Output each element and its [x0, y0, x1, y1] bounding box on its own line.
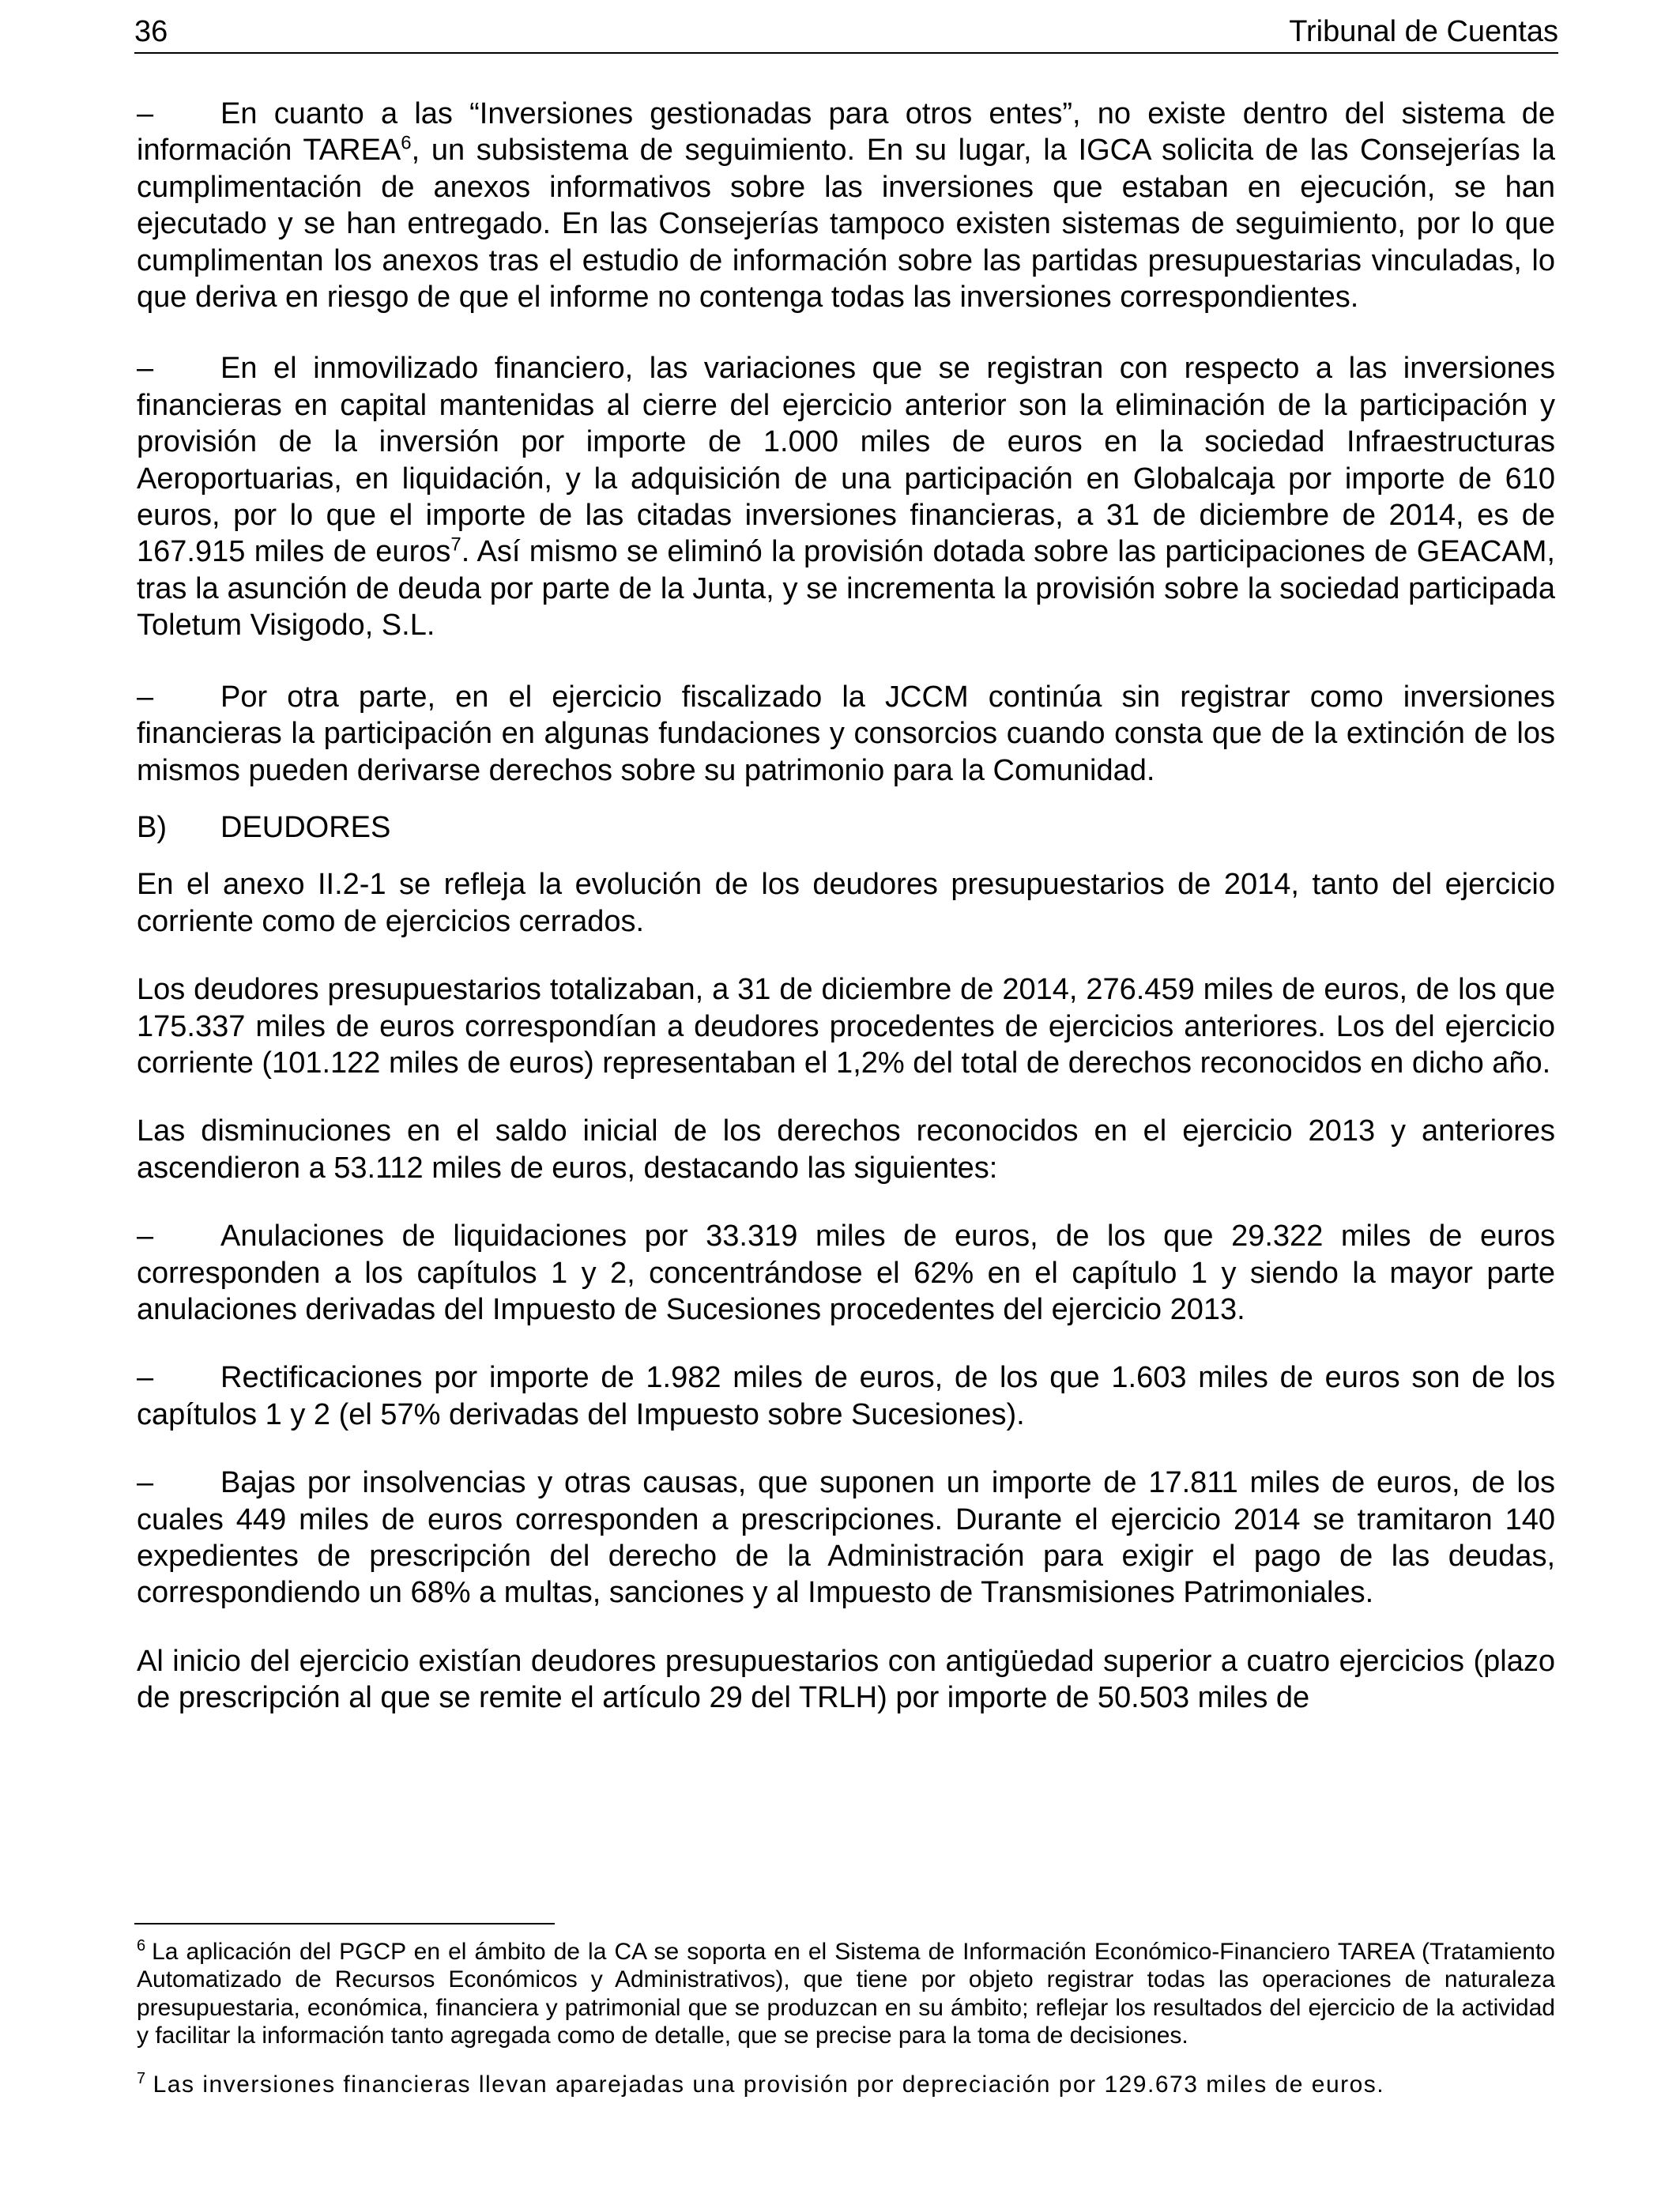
footnote-ref[interactable]: 7	[450, 533, 461, 556]
paragraph-text: , un subsistema de seguimiento. En su lugar, la IGCA solicita de las Consejerías la cumplimentación de anexos informativos sobre las inversiones que estaban en ejecución, se han ejecutado y se han entregado. En las Consejerías tampoco existen sistemas de seguimiento, por lo que cumplimentan los anexos tras el estudio de información sobre las partidas presupuestarias vinculadas, lo que deriva en riesgo de que el informe no contenga todas las inversiones correspondientes.	[137, 134, 1555, 315]
paragraph-text: . Así mismo se eliminó la provisión dotada sobre las participaciones de GEACAM, tras la asunción de deuda por parte de la Junta, y se incrementa la provisión sobre la sociedad participada Toletum Visigodo, S.L.	[137, 535, 1555, 643]
footnote-mark: 7	[137, 2069, 147, 2087]
footnote-7	[137, 2071, 1555, 2098]
footnote-ref[interactable]: 6	[401, 132, 412, 154]
paragraph-text: En cuanto a las “Inversiones gestionadas para otros entes”, no existe dentro del sistema de información TAREA	[137, 97, 1555, 168]
paragraph-inmovilizado-financiero	[137, 350, 1555, 643]
section-heading	[137, 809, 1555, 846]
paragraph-rectificaciones	[137, 1359, 1555, 1433]
bullet-dash: –	[137, 680, 154, 714]
paragraph-fundaciones-consorcios	[137, 679, 1555, 789]
paragraph-text: Rectificaciones por importe de 1.982 miles de euros, de los que 1.603 miles de euros son de los capítulos 1 y 2 (el 57% derivadas del Impuesto sobre Sucesiones).	[137, 1361, 1555, 1431]
footnotes	[137, 1938, 1555, 2098]
paragraph-disminuciones: Las disminuciones en el saldo inicial de los derechos reconocidos en el ejercicio 2013 y anteriores ascendieron a 53.112 miles de euros, destacando las siguientes:	[137, 1114, 1555, 1185]
page-number: 36	[134, 15, 168, 48]
page-header	[134, 11, 1558, 54]
paragraph-anulaciones	[137, 1218, 1555, 1328]
paragraph-bajas	[137, 1465, 1555, 1612]
footnote-mark: 6	[137, 1937, 146, 1955]
paragraph-text: Por otra parte, en el ejercicio fiscalizado la JCCM continúa sin registrar como inversiones financieras la participación en algunas fundaciones y consorcios cuando consta que de la extinción de los mismos pueden derivarse derechos sobre su patrimonio para la Comunidad.	[137, 680, 1555, 787]
section-title: DEUDORES	[220, 810, 391, 844]
bullet-dash: –	[137, 1220, 154, 1253]
footnote-6	[137, 1938, 1555, 2050]
paragraph-inversiones-gestionadas	[137, 96, 1555, 315]
paragraph-text: Bajas por insolvencias y otras causas, que suponen un importe de 17.811 miles de euros, de los cuales 449 miles de euros corresponden a prescripciones. Durante el ejercicio 2014 se tramitaron 140 expedientes de prescripción del derecho de la Administración para exigir el pago de las deudas, correspondiendo un 68% a multas, sanciones y al Impuesto de Transmisiones Patrimoniales.	[137, 1466, 1555, 1610]
paragraph-text: En el inmovilizado financiero, las variaciones que se registran con respecto a las inversiones financieras en capital mantenidas al cierre del ejercicio anterior son la eliminación de la participación y provisión de la inversión por importe de 1.000 miles de euros en la sociedad Infraestructuras Aeroportuarias, en liquidación, y la adquisición de una participación en Globalcaja por importe de 610 euros, por lo que el importe de las citadas inversiones financieras, a 31 de diciembre de 2014, es de 167.915 miles de euros	[137, 352, 1555, 569]
running-title: Tribunal de Cuentas	[1289, 15, 1558, 48]
footnote-separator	[134, 1923, 555, 1924]
bullet-dash: –	[137, 352, 154, 386]
footnote-text: Las inversiones financieras llevan aparejadas una provisión por depreciación por 129.673 miles de euros.	[153, 2071, 1385, 2098]
paragraph-antiguedad: Al inicio del ejercicio existían deudores presupuestarios con antigüedad superior a cuatro ejercicios (plazo de prescripción al que se remite el artículo 29 del TRLH) por importe de 50.503 miles de	[137, 1644, 1555, 1715]
bullet-dash: –	[137, 1466, 154, 1500]
section-label: B)	[137, 810, 167, 844]
document-body	[137, 96, 1555, 1717]
footnote-text: La aplicación del PGCP en el ámbito de la CA se soporta en el Sistema de Información Económico-Financiero TAREA (Tratamiento Automatizado de Recursos Económicos y Administrativos), que tiene por objeto registrar todas las operaciones de naturaleza presupuestaria, económica, financiera y patrimonial que se produzcan en su ámbito; reflejar los resultados del ejercicio de la actividad y facilitar la información tanto agregada como de detalle, que se precise para la toma de decisiones.	[137, 1939, 1555, 2049]
paragraph-deudores-totales: Los deudores presupuestarios totalizaban, a 31 de diciembre de 2014, 276.459 miles de euros, de los que 175.337 miles de euros correspondían a deudores procedentes de ejercicios anteriores. Los del ejercicio corriente (101.122 miles de euros) representaban el 1,2% del total de derechos reconocidos en dicho año.	[137, 973, 1555, 1080]
bullet-dash: –	[137, 1361, 154, 1395]
bullet-dash: –	[137, 97, 154, 130]
paragraph-text: Anulaciones de liquidaciones por 33.319 miles de euros, de los que 29.322 miles de euros corresponden a los capítulos 1 y 2, concentrándose el 62% en el capítulo 1 y siendo la mayor parte anulaciones derivadas del Impuesto de Sucesiones procedentes del ejercicio 2013.	[137, 1220, 1555, 1326]
paragraph-anexo: En el anexo II.2-1 se refleja la evolución de los deudores presupuestarios de 2014, tanto del ejercicio corriente como de ejercicios cerrados.	[137, 868, 1555, 938]
